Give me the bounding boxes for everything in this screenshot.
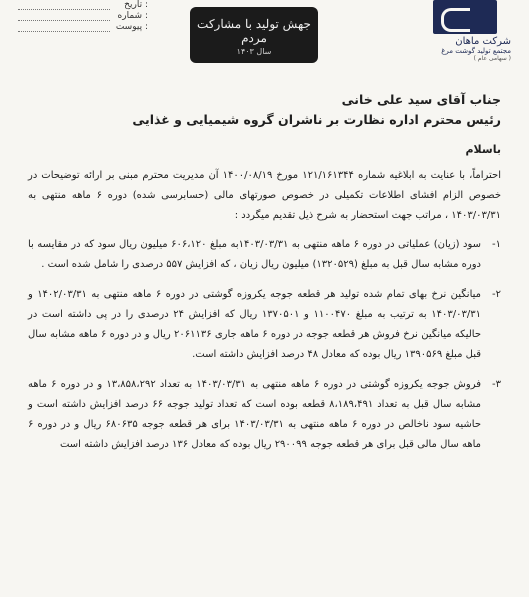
seal-motto: جهش تولید با مشارکت مردم	[197, 17, 311, 45]
item-text: سود (زیان) عملیاتی در دوره ۶ ماهه منتهی به ۱۴۰۳/۰۳/۳۱به مبلغ ۶۰۶،۱۲۰ میلیون ریال سود که در مقایسه با دوره مشابه سال قبل به مبلغ (۱۳۲۰۵۲۹) میلیون ریال زیان ، که افزایش ۵۵۷ درصدی را شامل شده است .	[28, 239, 481, 270]
item-text: فروش جوجه یکروزه گوشتی در دوره ۶ ماهه منتهی به ۱۴۰۳/۰۳/۳۱ به تعداد ۱۳،۸۵۸،۲۹۲ و در دوره ۶ ماهه مشابه سال قبل به تعداد ۸،۱۸۹،۴۹۱ قطعه بوده است که تعداد تولید جوجه ۶۶ درصد افزایش داشته است و حاشیه سود ناخالص در دوره ۶ ماهه منتهی به ۱۴۰۳/۰۳/۳۱ برای هر قطعه جوجه ۶۸۰۶۳۵ ریال و در دوره ۶ ماهه سال مالی قبل برای هر قطعه جوجه ۲۹۰۰۹۹ ریال بوده که معادل ۱۳۶ درصد افزایش داشته است	[28, 379, 481, 450]
attachment-label: پیوست :	[115, 22, 148, 32]
company-name: شرکت ماهان	[455, 36, 511, 47]
attachment-field	[18, 22, 148, 33]
list-item	[28, 375, 501, 455]
number-label: شماره :	[117, 11, 148, 21]
item-number: ۳-	[492, 379, 501, 390]
recipient-title: رئیس محترم اداره نظارت بر ناشران گروه شیمیایی و غذایی	[132, 112, 501, 127]
greeting: باسلام	[465, 143, 501, 156]
header-fields	[18, 0, 148, 33]
item-number: ۱-	[492, 239, 501, 250]
date-label: تاریخ :	[124, 0, 148, 10]
intro-paragraph: احتراماً، با عنایت به ابلاغیه شماره ۱۲۱/۱۶۱۳۴۴ مورخ ۱۴۰۰/۰۸/۱۹ آن مدیریت محترم مبنی بر ارائه توضیحات در خصوص الزام افشای اطلاعات تکمیلی در خصوص صورتهای مالی (حسابرسی شده) دوره ۶ ماهه منتهی به ۱۴۰۳/۰۳/۳۱ ، مراتب جهت استحضار به شرح ذیل تقدیم میگردد :	[28, 170, 502, 221]
list-item	[28, 285, 501, 365]
item-number: ۲-	[492, 289, 501, 300]
letter-body	[28, 92, 501, 465]
seal-year: سال ۱۴۰۳	[236, 47, 272, 56]
attachment-line	[18, 31, 110, 32]
list-item	[28, 235, 501, 275]
number-field	[18, 11, 148, 22]
year-motto-seal	[190, 7, 318, 63]
date-line	[18, 9, 110, 10]
date-field	[18, 0, 148, 11]
number-line	[18, 20, 110, 21]
item-text: میانگین نرخ بهای تمام شده تولید هر قطعه جوجه یکروزه گوشتی در دوره ۶ ماهه منتهی به ۱۴۰۲/۰۳/۳۱ و ۱۴۰۳/۰۳/۳۱ به ترتیب به مبلغ ۱۱۰۰۴۷۰ و ۱۳۷۰۵۰۱ ریال که افزایش ۲۴ درصدی را در پی داشته است در حالیکه میانگین نرخ فروش هر قطعه جوجه در دوره ۶ ماهه جاری ۲۰۶۱۱۳۶ ریال و در دوره ۶ ماهه مشابه سال قبل مبلغ ۱۳۹۰۵۶۹ ریال بوده که معادل ۴۸ درصد افزایش داشته است.	[28, 289, 482, 360]
company-desc: مجتمع تولید گوشت مرغ	[441, 47, 511, 55]
company-logo-icon	[433, 0, 497, 34]
company-logo	[421, 0, 511, 62]
company-type: ( سهامی عام )	[473, 55, 511, 62]
recipient-name: جناب آقای سید علی خانی	[341, 92, 501, 107]
